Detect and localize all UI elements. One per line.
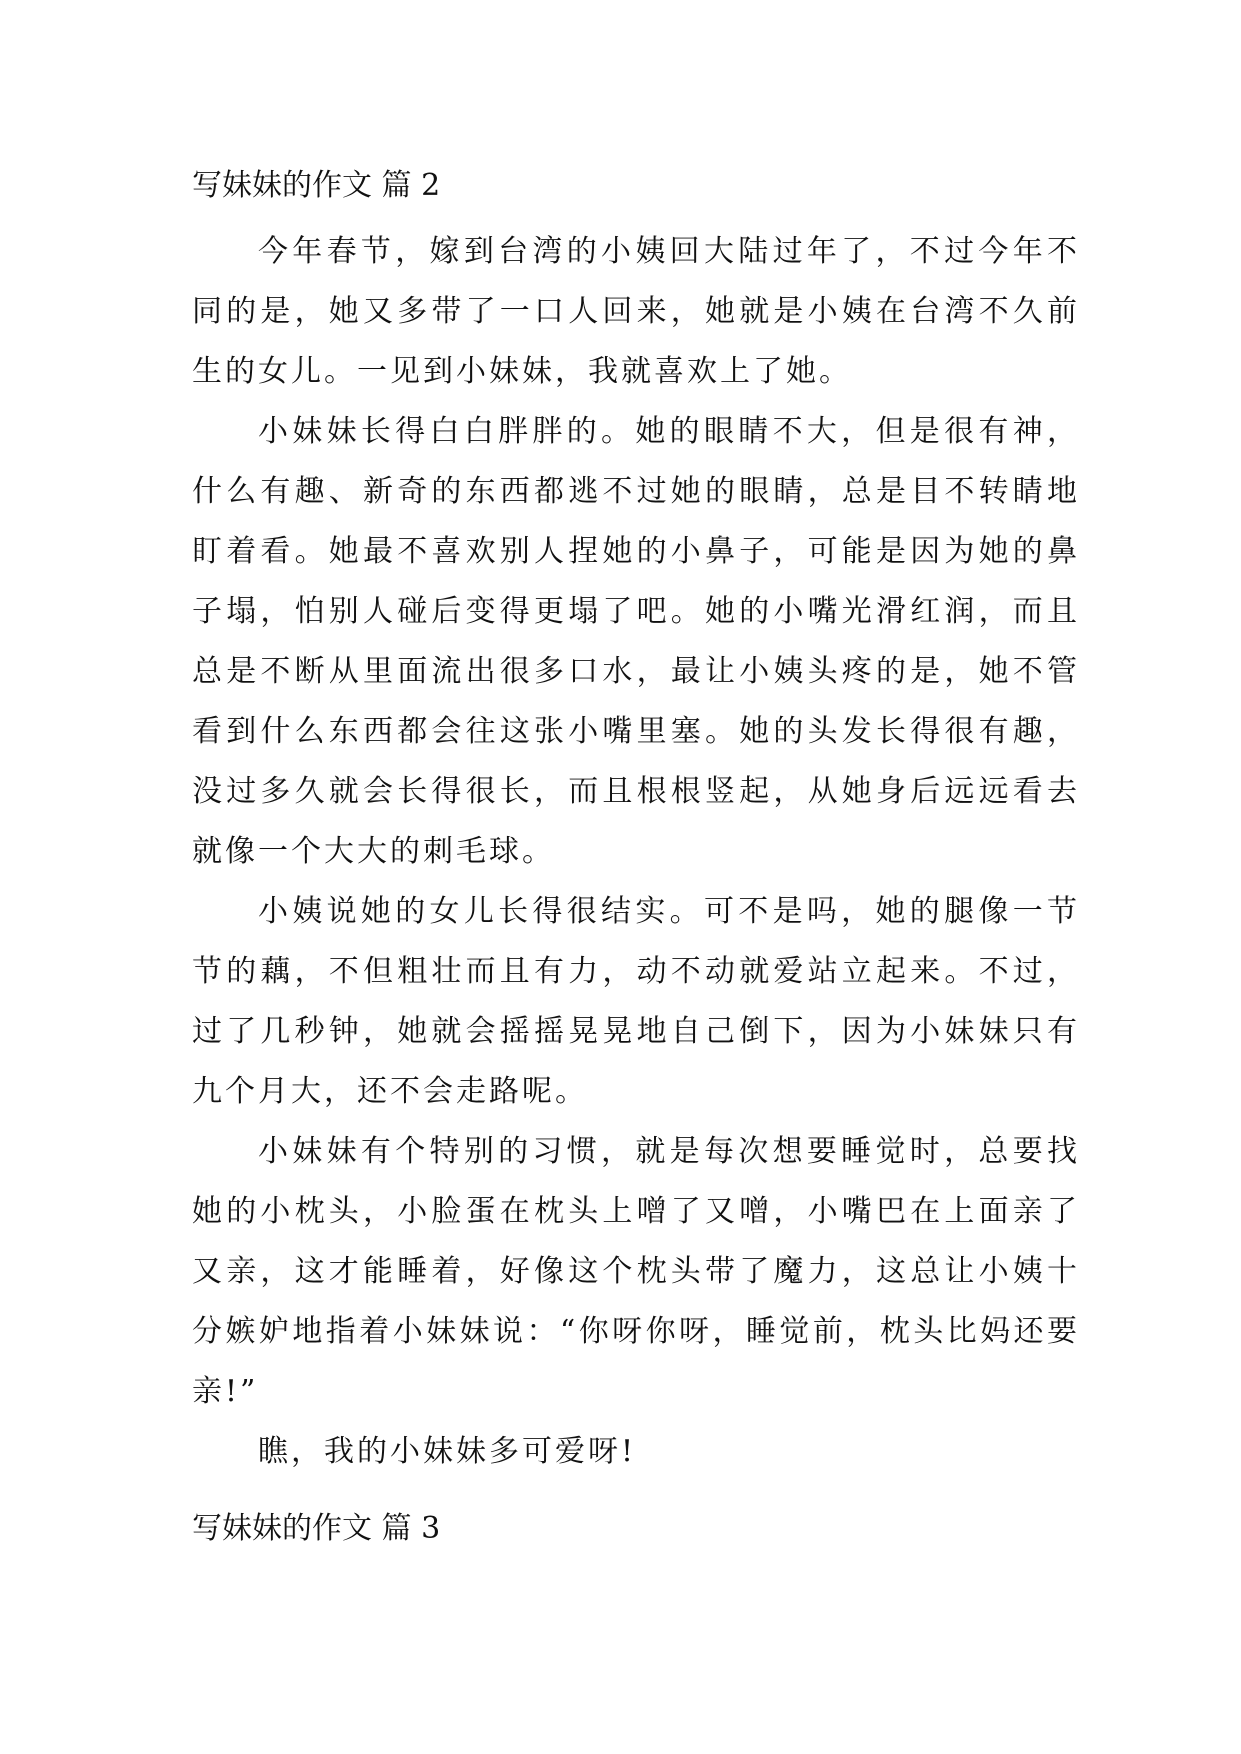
paragraph-3: 小姨说她的女儿长得很结实。可不是吗，她的腿像一节节的藕，不但粗壮而且有力，动不动就爱站立起来。不过，过了几秒钟，她就会摇摇晃晃地自己倒下，因为小妹妹只有九个月大，还不会走路呢。 (192, 894, 1080, 1109)
essay-body (192, 222, 1080, 1482)
paragraph-5: 瞧，我的小妹妹多可爱呀! (258, 1434, 637, 1469)
paragraph-4: 小妹妹有个特别的习惯，就是每次想要睡觉时，总要找她的小枕头，小脸蛋在枕头上噌了又噌，小嘴巴在上面亲了又亲，这才能睡着，好像这个枕头带了魔力，这总让小姨十分嫉妒地指着小妹妹说：“你呀你呀，睡觉前，枕头比妈还要亲!” (192, 1134, 1080, 1409)
section-title-3: 写妹妹的作文 篇 3 (192, 1511, 441, 1546)
paragraph-1: 今年春节，嫁到台湾的小姨回大陆过年了，不过今年不同的是，她又多带了一口人回来，她就是小姨在台湾不久前生的女儿。一见到小妹妹，我就喜欢上了她。 (192, 234, 1080, 389)
paragraph-2: 小妹妹长得白白胖胖的。她的眼睛不大，但是很有神，什么有趣、新奇的东西都逃不过她的眼睛，总是目不转睛地盯着看。她最不喜欢别人捏她的小鼻子，可能是因为她的鼻子塌，怕别人碰后变得更塌了吧。她的小嘴光滑红润，而且总是不断从里面流出很多口水，最让小姨头疼的是，她不管看到什么东西都会往这张小嘴里塞。她的头发长得很有趣，没过多久就会长得很长，而且根根竖起，从她身后远远看去就像一个大大的刺毛球。 (192, 414, 1080, 869)
section-title-2: 写妹妹的作文 篇 2 (192, 168, 441, 203)
